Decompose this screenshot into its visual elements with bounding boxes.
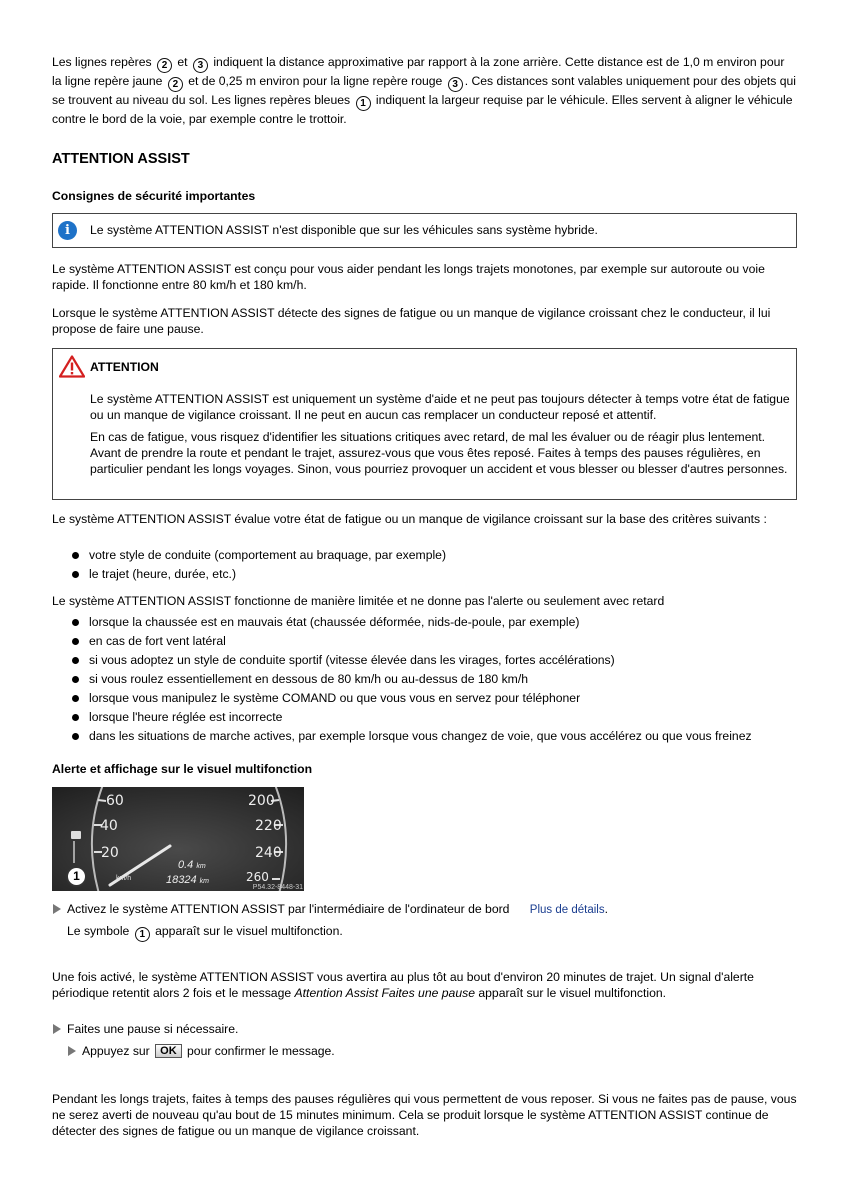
paragraph-4: Le système ATTENTION ASSIST fonctionne de manière limitée et ne donne pas l'alerte ou seulement avec retard	[52, 594, 665, 608]
marker-2-icon: 2	[157, 58, 172, 73]
warning-text-1: Le système ATTENTION ASSIST est uniquement un système d'aide et ne peut pas toujours détecter à temps votre état de fatigue ou un manque de vigilance croissant. Il ne peut en aucun cas remplacer un conducteur reposé et attentif.	[90, 392, 790, 422]
substep-arrow-icon	[68, 1046, 76, 1056]
warning-title: ATTENTION	[90, 360, 159, 374]
paragraph-6: Pendant les longs trajets, faites à temps des pauses régulières qui vous permettent de vous reposer. Si vous ne faites pas de pause, vous ne serez averti de nouveau qu'au bout de 15 minutes minimum. Cela se produit lorsque le système ATTENTION ASSIST continue de détecter des signes de fatigue ou un manque de vigilance croissant.	[52, 1092, 797, 1138]
speed-tick-20: 20	[101, 845, 119, 861]
ok-button-icon: OK	[155, 1044, 182, 1058]
criteria-list	[70, 547, 446, 585]
step-arrow-icon	[53, 904, 61, 914]
image-reference: P54.32-8448-31	[252, 884, 303, 891]
info-note-text: Le système ATTENTION ASSIST n'est disponible que sur les véhicules sans système hybride.	[90, 223, 598, 237]
marker-1-icon: 1	[356, 96, 371, 111]
details-link[interactable]: Plus de détails	[529, 904, 605, 916]
list-item: en cas de fort vent latéral	[70, 633, 752, 652]
list-item: votre style de conduite (comportement au braquage, par exemple)	[70, 547, 446, 566]
speed-tick-40: 40	[100, 818, 118, 834]
marker-1-icon: 1	[135, 927, 150, 942]
warning-triangle-icon	[59, 355, 85, 378]
list-item: si vous adoptez un style de conduite sportif (vitesse élevée dans les virages, fortes accélérations)	[70, 652, 752, 671]
list-item: le trajet (heure, durée, etc.)	[70, 566, 446, 585]
marker-3-icon: 3	[193, 58, 208, 73]
speed-tick-220: 220	[255, 818, 282, 834]
list-item: lorsque vous manipulez le système COMAND ou que vous vous en servez pour téléphoner	[70, 690, 752, 709]
step-pause: Faites une pause si nécessaire. Appuyez sur OK pour confirmer le message.	[53, 1021, 798, 1059]
speed-tick-260: 260	[246, 870, 269, 884]
warning-box	[52, 348, 797, 500]
paragraph-5: Une fois activé, le système ATTENTION ASSIST vous avertira au plus tôt au bout d'environ 20 minutes de trajet. Un signal d'alerte périodique retentit alors 2 fois et le message Attention Assist Faites une pause apparaît sur le visuel multifonction.	[52, 970, 754, 1000]
speed-unit: km/h	[116, 875, 132, 882]
paragraph-2: Lorsque le système ATTENTION ASSIST détecte des signes de fatigue ou un manque de vigilance croissant chez le conducteur, il lui propose de faire une pause.	[52, 306, 771, 336]
coffee-cup-icon	[71, 831, 81, 839]
intro-paragraph: Les lignes repères 2 et 3 indiquent la distance approximative par rapport à la zone arrière. Cette distance est de 1,0 m environ pour la ligne repère jaune 2 et de 0,25 m environ pour la ligne repère rouge 3 . Ces distances sont valables uniquement pour des objets qui se trouvent au niveau du sol. Les lignes repères bleues 1 indiquent la largeur requise par le véhicule. Elles servent à aligner le véhicule contre le bord de la voie, par exemple contre le trottoir.	[52, 55, 796, 126]
speed-tick-60: 60	[106, 793, 124, 809]
warning-text-2: En cas de fatigue, vous risquez d'identifier les situations critiques avec retard, de mal les évaluer ou de réagir plus lentement. Avant de prendre la route et pendant le trajet, assurez-vous que vous êtes reposé. Faites à temps des pauses régulières, en particulier pendant les longs voyages. Sinon, vous pourriez provoquer un accident et vous blesser ou blesser d'autres personnes.	[90, 430, 788, 476]
display-heading: Alerte et affichage sur le visuel multifonction	[52, 762, 313, 776]
section-title: ATTENTION ASSIST	[52, 151, 190, 167]
list-item: si vous roulez essentiellement en dessous de 80 km/h ou au-dessus de 180 km/h	[70, 671, 752, 690]
list-item: lorsque l'heure réglée est incorrecte	[70, 709, 752, 728]
list-item: dans les situations de marche actives, par exemple lorsque vous changez de voie, que vous accélérez ou que vous freinez	[70, 728, 752, 747]
list-item: lorsque la chaussée est en mauvais état (chaussée déformée, nids-de-poule, par exemple)	[70, 614, 752, 633]
speed-tick-240: 240	[255, 845, 282, 861]
safety-heading: Consignes de sécurité importantes	[52, 189, 256, 203]
odometer-value: 18324 km	[166, 874, 209, 886]
marker-2-icon: 2	[168, 77, 183, 92]
step-activate: Activez le système ATTENTION ASSIST par l'intermédiaire de l'ordinateur de bord Plus de détails. Le symbole 1 apparaît sur le visuel multifonction.	[53, 901, 798, 942]
paragraph-3: Le système ATTENTION ASSIST évalue votre état de fatigue ou un manque de vigilance croissant sur la base des critères suivants :	[52, 512, 767, 526]
info-note-box	[52, 213, 797, 248]
marker-1-icon: 1	[66, 866, 87, 887]
paragraph-1: Le système ATTENTION ASSIST est conçu pour vous aider pendant les longs trajets monotones, par exemple sur autoroute ou voie rapide. Il fonctionne entre 80 km/h et 180 km/h.	[52, 262, 765, 292]
marker-3-icon: 3	[448, 77, 463, 92]
speed-tick-200: 200	[248, 793, 275, 809]
info-icon: i	[58, 221, 77, 240]
trip-value: 0.4 km	[178, 859, 206, 871]
limits-list	[70, 614, 752, 747]
step-arrow-icon	[53, 1024, 61, 1034]
instrument-cluster-image	[52, 787, 304, 891]
